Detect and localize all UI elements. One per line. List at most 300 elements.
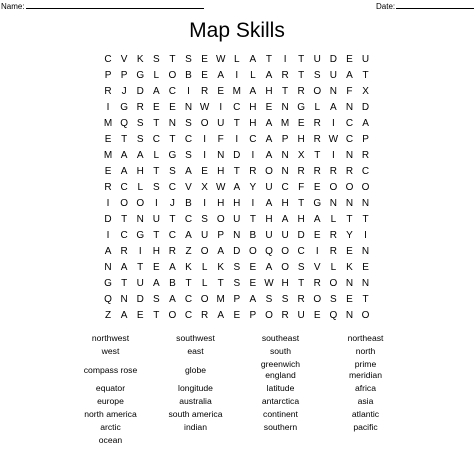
grid-letter: U — [200, 230, 209, 241]
grid-letter: A — [217, 310, 225, 321]
grid-letter: D — [233, 246, 241, 257]
grid-letter: A — [265, 262, 273, 273]
grid-letter: O — [281, 262, 289, 273]
date-label: Date: — [376, 2, 396, 11]
word-bank-item: equator — [95, 383, 126, 393]
grid-letter: G — [120, 102, 129, 113]
grid-letter: E — [136, 310, 144, 321]
grid-letter: Y — [249, 182, 257, 193]
grid-letter: H — [249, 102, 257, 113]
grid-letter: M — [280, 118, 290, 129]
grid-letter: N — [281, 166, 289, 177]
grid-letter: C — [184, 294, 193, 305]
grid-letter: O — [200, 294, 209, 305]
grid-letter: R — [329, 230, 337, 241]
grid-letter: F — [346, 86, 353, 97]
grid-letter: E — [201, 70, 208, 81]
grid-letter: U — [217, 118, 225, 129]
grid-letter: A — [169, 262, 176, 273]
grid-letter: H — [297, 214, 305, 225]
grid-letter: E — [313, 310, 321, 321]
grid-letter: C — [184, 134, 193, 145]
grid-letter: A — [185, 166, 192, 177]
grid-letter: O — [361, 310, 370, 321]
grid-letter: A — [152, 278, 160, 289]
grid-letter: O — [265, 310, 273, 321]
grid-letter: S — [152, 182, 160, 193]
grid-letter: E — [249, 262, 257, 273]
grid-letter: A — [281, 214, 289, 225]
grid-letter: M — [103, 150, 113, 161]
grid-letter: R — [329, 166, 337, 177]
grid-letter: T — [362, 294, 369, 305]
grid-letter: T — [217, 278, 224, 289]
grid-letter: O — [249, 246, 257, 257]
grid-letter: I — [106, 230, 110, 241]
word-bank-item: east — [187, 346, 204, 356]
grid-letter: U — [329, 70, 337, 81]
grid-letter: S — [185, 150, 192, 161]
grid-letter: Y — [346, 230, 353, 241]
grid-letter: B — [185, 198, 192, 209]
grid-letter: L — [330, 214, 337, 225]
grid-letter: A — [185, 230, 192, 241]
grid-letter: H — [297, 134, 305, 145]
grid-letter: D — [297, 230, 305, 241]
grid-letter: T — [298, 54, 305, 65]
grid-letter: E — [169, 102, 176, 113]
word-search-grid — [100, 52, 374, 324]
grid-letter: Q — [120, 118, 129, 129]
grid-letter: V — [120, 54, 128, 65]
grid-letter: I — [203, 134, 206, 145]
word-bank-item — [153, 435, 238, 446]
grid-letter: A — [249, 86, 257, 97]
grid-letter: G — [313, 198, 322, 209]
grid-letter: Z — [185, 246, 192, 257]
word-bank-item: south america — [168, 409, 223, 419]
grid-letter: N — [361, 246, 370, 257]
word-bank-item: arctic — [100, 422, 121, 432]
grid-letter: S — [185, 54, 192, 65]
grid-letter: L — [314, 102, 321, 113]
grid-letter: W — [199, 102, 210, 113]
grid-letter: N — [361, 198, 370, 209]
grid-letter: T — [298, 70, 305, 81]
grid-letter: S — [281, 294, 289, 305]
grid-letter: C — [152, 134, 160, 145]
grid-letter: S — [185, 118, 192, 129]
grid-letter: R — [297, 294, 305, 305]
grid-letter: A — [169, 294, 176, 305]
grid-letter: H — [249, 118, 257, 129]
grid-letter: R — [313, 134, 321, 145]
grid-letter: L — [330, 262, 337, 273]
grid-letter: S — [233, 278, 241, 289]
grid-letter: T — [153, 230, 160, 241]
grid-letter: U — [361, 54, 370, 65]
grid-letter: E — [346, 294, 353, 305]
grid-letter: K — [185, 262, 192, 273]
grid-letter: N — [345, 310, 354, 321]
grid-letter: C — [104, 54, 112, 65]
grid-letter: N — [136, 214, 144, 225]
grid-letter: O — [313, 294, 322, 305]
grid-letter: R — [297, 86, 305, 97]
grid-letter: E — [104, 134, 112, 145]
name-field — [1, 1, 204, 12]
grid-letter: C — [361, 166, 370, 177]
grid-letter: G — [136, 70, 145, 81]
grid-letter: U — [136, 278, 144, 289]
grid-letter: T — [362, 214, 369, 225]
grid-letter: A — [249, 294, 257, 305]
grid-letter: T — [298, 278, 305, 289]
grid-letter: C — [120, 230, 128, 241]
grid-letter: I — [106, 102, 110, 113]
grid-letter: N — [345, 278, 354, 289]
grid-letter: I — [219, 102, 223, 113]
grid-letter: K — [136, 54, 144, 65]
grid-letter: T — [169, 54, 176, 65]
grid-letter: C — [184, 310, 193, 321]
grid-letter: A — [265, 198, 273, 209]
grid-letter: R — [313, 278, 321, 289]
grid-letter: N — [345, 150, 354, 161]
grid-letter: I — [331, 150, 335, 161]
grid-letter: X — [201, 182, 208, 193]
grid-letter: T — [314, 150, 321, 161]
grid-letter: R — [313, 118, 321, 129]
grid-letter: C — [345, 118, 354, 129]
grid-letter: O — [313, 86, 322, 97]
page-title: Map Skills — [189, 19, 285, 42]
grid-letter: A — [313, 214, 321, 225]
grid-letter: M — [216, 294, 225, 305]
grid-letter: W — [215, 182, 226, 193]
grid-letter: Q — [265, 246, 273, 257]
grid-letter: N — [329, 198, 337, 209]
grid-letter: C — [120, 182, 128, 193]
grid-letter: I — [235, 134, 239, 145]
grid-letter: H — [233, 198, 241, 209]
grid-letter: A — [265, 134, 273, 145]
date-blank-line[interactable] — [396, 1, 474, 9]
grid-letter: I — [331, 118, 335, 129]
grid-letter: W — [328, 134, 339, 145]
word-bank-item: africa — [354, 383, 376, 393]
word-bank-item: antarctica — [261, 396, 300, 406]
grid-letter: S — [330, 294, 337, 305]
word-bank-item: latitude — [266, 383, 295, 393]
grid-letter: L — [250, 70, 256, 81]
date-field — [376, 1, 474, 12]
word-bank-item: europe — [97, 396, 124, 406]
word-bank-item: north america — [84, 409, 137, 419]
grid-letter: A — [346, 70, 353, 81]
word-bank-item: southern — [263, 422, 298, 432]
grid-letter: G — [297, 102, 306, 113]
grid-letter: I — [187, 86, 190, 97]
grid-letter: X — [362, 86, 369, 97]
grid-letter: E — [217, 86, 225, 97]
grid-letter: U — [233, 214, 241, 225]
grid-letter: C — [168, 230, 177, 241]
grid-letter: P — [217, 230, 225, 241]
word-bank-item: west — [101, 346, 120, 356]
grid-letter: S — [136, 118, 144, 129]
word-bank-item: continent — [263, 409, 298, 419]
grid-letter: O — [200, 118, 209, 129]
grid-letter: I — [138, 246, 142, 257]
grid-letter: J — [121, 86, 127, 97]
grid-letter: C — [281, 182, 289, 193]
grid-letter: T — [362, 70, 369, 81]
grid-letter: S — [169, 166, 176, 177]
grid-letter: E — [346, 54, 353, 65]
grid-letter: R — [168, 246, 177, 257]
grid-letter: T — [282, 86, 289, 97]
grid-letter: R — [249, 166, 257, 177]
grid-letter: R — [297, 166, 305, 177]
grid-letter: I — [251, 198, 255, 209]
grid-letter: T — [265, 54, 273, 65]
word-bank-item — [238, 435, 323, 446]
grid-letter: I — [235, 70, 239, 81]
word-bank-item: greenwich england — [260, 359, 301, 380]
grid-letter: E — [265, 102, 273, 113]
word-bank-item: south — [269, 346, 292, 356]
grid-letter: T — [153, 310, 160, 321]
grid-letter: R — [104, 86, 112, 97]
grid-letter: D — [233, 150, 241, 161]
word-bank-item: north — [355, 346, 376, 356]
grid-letter: H — [265, 214, 273, 225]
grid-letter: T — [169, 134, 176, 145]
grid-letter: T — [121, 214, 128, 225]
grid-letter: G — [136, 230, 145, 241]
grid-letter: R — [120, 246, 128, 257]
grid-letter: I — [203, 150, 206, 161]
word-bank-item — [323, 435, 408, 446]
grid-letter: T — [153, 166, 160, 177]
grid-letter: U — [265, 182, 273, 193]
grid-letter: A — [120, 310, 128, 321]
grid-letter: E — [233, 310, 241, 321]
grid-letter: C — [233, 102, 241, 113]
word-bank-item: indian — [184, 422, 207, 432]
grid-letter: D — [136, 86, 144, 97]
grid-letter: S — [313, 70, 321, 81]
grid-letter: I — [154, 198, 158, 209]
grid-letter: P — [104, 70, 112, 81]
grid-letter: N — [361, 278, 370, 289]
grid-letter: I — [106, 198, 110, 209]
grid-letter: R — [281, 310, 289, 321]
grid-letter: S — [233, 262, 241, 273]
grid-letter: E — [152, 262, 160, 273]
grid-letter: G — [168, 150, 177, 161]
grid-letter: L — [201, 262, 208, 273]
grid-letter: M — [103, 118, 113, 129]
grid-letter: X — [297, 150, 305, 161]
grid-letter: I — [283, 54, 287, 65]
grid-letter: L — [234, 54, 240, 65]
grid-letter: R — [136, 102, 144, 113]
name-blank-line[interactable] — [26, 1, 204, 9]
grid-letter: N — [281, 150, 289, 161]
grid-letter: P — [362, 134, 369, 145]
grid-letter: E — [297, 118, 305, 129]
grid-letter: O — [345, 182, 354, 193]
grid-letter: A — [120, 262, 128, 273]
grid-letter: O — [329, 182, 338, 193]
grid-letter: N — [184, 102, 193, 113]
grid-letter: B — [185, 70, 192, 81]
grid-letter: S — [297, 262, 305, 273]
grid-letter: E — [152, 102, 160, 113]
grid-letter: H — [281, 198, 289, 209]
grid-letter: U — [265, 230, 273, 241]
grid-letter: S — [136, 134, 144, 145]
grid-letter: T — [185, 278, 192, 289]
grid-letter: K — [217, 262, 225, 273]
word-bank-item: longitude — [178, 383, 213, 393]
grid-letter: S — [152, 54, 160, 65]
grid-letter: L — [153, 150, 160, 161]
grid-letter: A — [249, 54, 257, 65]
word-bank-item: australia — [179, 396, 212, 406]
grid-letter: H — [217, 198, 225, 209]
grid-letter: A — [265, 150, 273, 161]
grid-letter: C — [184, 214, 193, 225]
grid-letter: E — [362, 262, 369, 273]
grid-letter: O — [361, 182, 370, 193]
grid-letter: A — [362, 118, 369, 129]
grid-letter: V — [313, 262, 321, 273]
grid-letter: A — [104, 246, 112, 257]
grid-letter: R — [329, 246, 337, 257]
grid-letter: T — [121, 134, 128, 145]
grid-letter: N — [104, 262, 112, 273]
grid-letter: C — [249, 134, 257, 145]
grid-letter: I — [364, 230, 367, 241]
grid-letter: T — [249, 214, 256, 225]
grid-letter: C — [345, 134, 354, 145]
grid-letter: A — [136, 150, 144, 161]
grid-letter: U — [152, 214, 160, 225]
word-bank-item: southwest — [176, 333, 215, 343]
grid-letter: N — [217, 150, 225, 161]
grid-letter: F — [217, 134, 224, 145]
grid-letter: T — [233, 166, 240, 177]
grid-letter: E — [313, 230, 321, 241]
grid-letter: A — [120, 166, 128, 177]
grid-letter: E — [346, 246, 353, 257]
grid-letter: L — [153, 70, 160, 81]
grid-letter: T — [121, 278, 128, 289]
word-bank-item: southeast — [261, 333, 300, 343]
grid-letter: T — [137, 262, 144, 273]
grid-letter: C — [297, 246, 305, 257]
grid-letter: P — [281, 134, 289, 145]
grid-letter: A — [217, 70, 225, 81]
word-bank-item: northeast — [347, 333, 384, 343]
grid-letter: R — [200, 310, 209, 321]
grid-letter: R — [361, 150, 370, 161]
grid-letter: U — [281, 230, 289, 241]
word-bank-item: ocean — [98, 435, 123, 445]
grid-letter: S — [201, 214, 208, 225]
grid-letter: T — [346, 214, 353, 225]
grid-letter: A — [152, 86, 160, 97]
grid-letter: T — [169, 214, 176, 225]
word-bank — [68, 333, 408, 446]
grid-letter: C — [168, 182, 177, 193]
grid-letter: N — [281, 102, 289, 113]
grid-letter: O — [120, 198, 129, 209]
grid-letter: F — [298, 182, 305, 193]
grid-letter: I — [315, 246, 319, 257]
grid-letter: B — [169, 278, 176, 289]
grid-letter: A — [265, 118, 273, 129]
grid-letter: W — [264, 278, 274, 289]
grid-letter: S — [152, 294, 160, 305]
grid-letter: R — [200, 86, 209, 97]
word-bank-item: prime meridian — [349, 359, 382, 380]
grid-letter: S — [265, 294, 273, 305]
word-bank-item: northwest — [91, 333, 130, 343]
grid-letter: L — [201, 278, 208, 289]
grid-letter: W — [215, 54, 226, 65]
grid-letter: Q — [329, 310, 338, 321]
grid-letter: C — [168, 86, 177, 97]
grid-letter: P — [120, 70, 128, 81]
grid-letter: D — [329, 54, 337, 65]
grid-letter: D — [136, 294, 144, 305]
grid-letter: I — [203, 198, 206, 209]
grid-letter: A — [233, 182, 241, 193]
grid-letter: O — [136, 198, 145, 209]
grid-letter: T — [233, 118, 240, 129]
grid-letter: A — [217, 246, 225, 257]
grid-letter: O — [168, 70, 177, 81]
grid-letter: D — [361, 102, 370, 113]
grid-letter: O — [281, 246, 289, 257]
grid-letter: O — [329, 278, 338, 289]
grid-letter: B — [249, 230, 257, 241]
name-label: Name: — [1, 2, 25, 11]
grid-letter: E — [249, 278, 257, 289]
grid-letter: G — [104, 278, 112, 289]
grid-letter: O — [200, 246, 209, 257]
grid-letter: H — [152, 246, 160, 257]
grid-letter: K — [346, 262, 353, 273]
word-bank-item: pacific — [353, 422, 378, 432]
grid-letter: N — [120, 294, 128, 305]
grid-letter: R — [104, 182, 112, 193]
word-bank-item: compass rose — [83, 364, 138, 375]
grid-letter: V — [185, 182, 192, 193]
grid-letter: A — [120, 150, 128, 161]
grid-letter: E — [201, 54, 208, 65]
word-bank-item: atlantic — [351, 409, 380, 419]
grid-letter: I — [251, 150, 255, 161]
grid-letter: H — [265, 86, 273, 97]
grid-letter: M — [232, 86, 241, 97]
grid-letter: U — [313, 54, 321, 65]
grid-letter: P — [233, 294, 241, 305]
